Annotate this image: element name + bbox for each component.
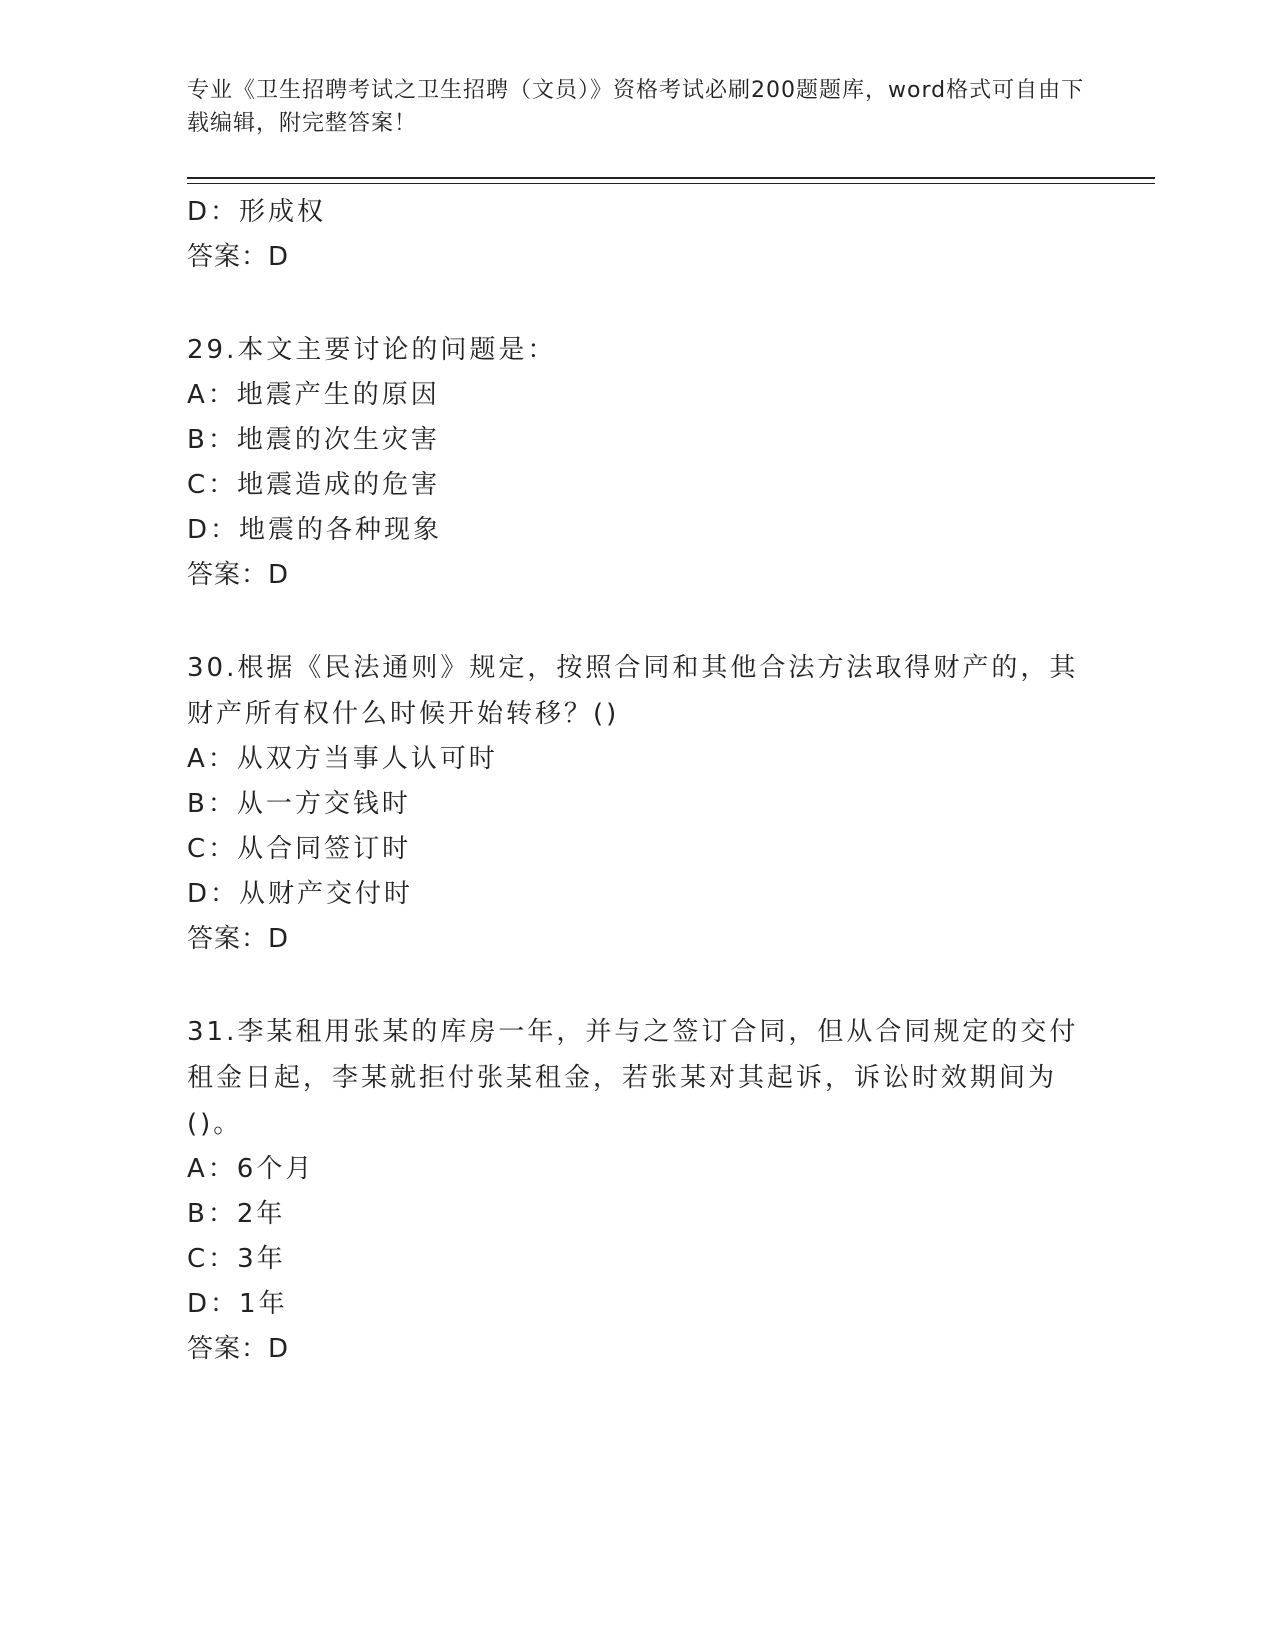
option-c: C：3年 (187, 1244, 286, 1274)
document-body (187, 190, 1087, 1372)
question-30 (187, 645, 1087, 962)
question-stem: 29.本文主要讨论的问题是： (187, 335, 557, 365)
answer-line: 答案：D (187, 1334, 290, 1364)
option-c: C：地震造成的危害 (187, 470, 441, 500)
option-d: D：1年 (187, 1289, 288, 1319)
option-d: D：地震的各种现象 (187, 515, 443, 545)
option-a: A：地震产生的原因 (187, 380, 440, 410)
question-29 (187, 327, 1087, 598)
option-c: C：从合同签订时 (187, 834, 412, 864)
option-d: D：从财产交付时 (187, 879, 414, 909)
option-b: B：从一方交钱时 (187, 789, 411, 819)
question-31 (187, 1009, 1087, 1372)
question-stem: 31.李某租用张某的库房一年，并与之签订合同，但从合同规定的交付租金日起，李某就拒付张某租金，若张某对其起诉，诉讼时效期间为()。 (187, 1017, 1079, 1139)
option-b: B：2年 (187, 1199, 286, 1229)
option-d: D：形成权 (187, 197, 327, 227)
answer-line: 答案：D (187, 560, 290, 590)
answer-line: 答案：D (187, 242, 290, 272)
option-a: A：6个月 (187, 1154, 315, 1184)
header-divider-thick (187, 177, 1155, 179)
previous-question-tail (187, 190, 1087, 280)
option-a: A：从双方当事人认可时 (187, 744, 498, 774)
header-divider-thin (187, 183, 1155, 184)
option-b: B：地震的次生灾害 (187, 425, 440, 455)
document-header: 专业《卫生招聘考试之卫生招聘（文员）》资格考试必刷200题题库，word格式可自由下载编辑，附完整答案！ (187, 78, 1085, 136)
question-stem: 30.根据《民法通则》规定，按照合同和其他合法方法取得财产的，其财产所有权什么时候开始转移？() (187, 653, 1079, 729)
answer-line: 答案：D (187, 924, 290, 954)
